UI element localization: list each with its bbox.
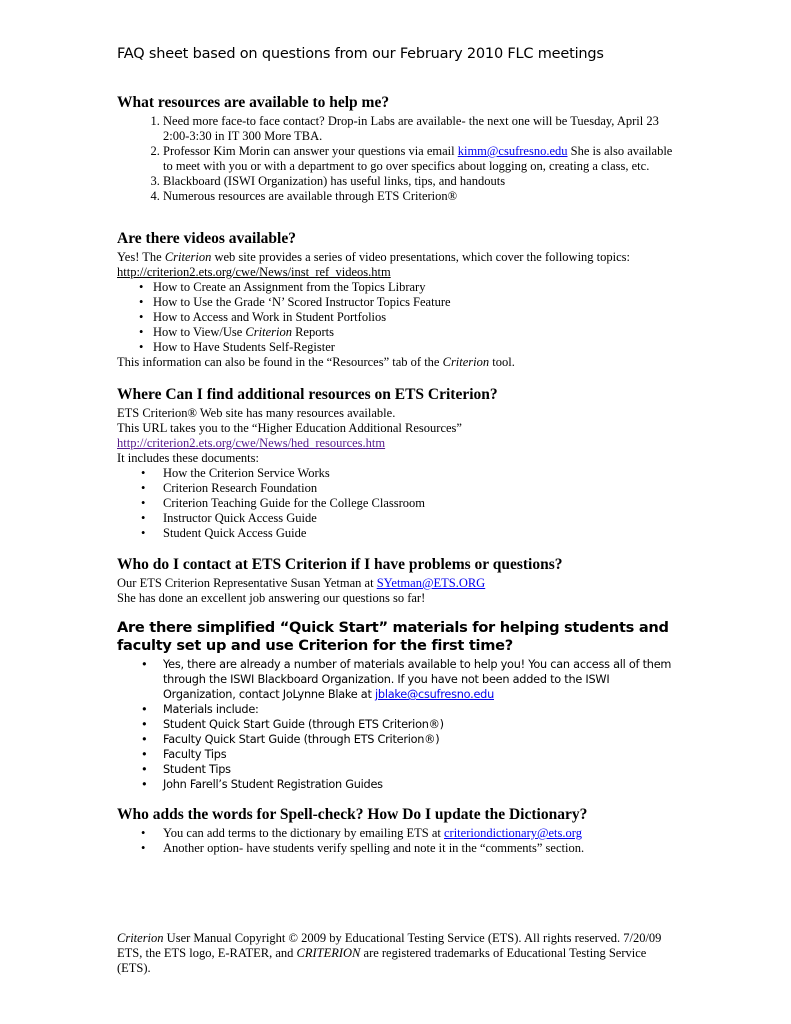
paragraph xyxy=(117,436,677,451)
video-list xyxy=(117,280,677,355)
section-heading: Who do I contact at ETS Criterion if I have problems or questions? xyxy=(117,556,563,573)
list-item xyxy=(117,826,677,841)
email-link[interactable]: kimm@csufresno.edu xyxy=(457,144,568,158)
list-item: • John Farell’s Student Registration Guides xyxy=(117,777,677,792)
section-resources xyxy=(117,93,677,204)
paragraph xyxy=(117,250,677,265)
paragraph: This URL takes you to the “Higher Education Additional Resources” xyxy=(117,421,462,435)
section-contact xyxy=(117,555,677,606)
text: tool. xyxy=(489,355,515,369)
section-heading: What resources are available to help me? xyxy=(117,94,390,111)
paragraph xyxy=(117,355,677,370)
paragraph: It includes these documents: xyxy=(117,451,259,465)
list-item: • How the Criterion Service Works xyxy=(117,466,677,481)
list-item-text: Professor Kim Morin can answer your questions via email xyxy=(163,144,458,158)
list-item: • How to Create an Assignment from the Topics Library xyxy=(117,280,677,295)
text: Yes! The xyxy=(117,250,165,264)
emphasis: Criterion xyxy=(245,325,292,339)
url-link[interactable]: http://criterion2.ets.org/cwe/News/inst_ref_videos.htm xyxy=(117,265,391,279)
text: You can add terms to the dictionary by emailing ETS at xyxy=(163,826,444,840)
spell-check-list xyxy=(117,826,677,856)
text: This information can also be found in the “Resources” tab of the xyxy=(117,355,443,369)
emphasis: Criterion xyxy=(442,355,490,369)
footer-text: User Manual Copyright © 2009 by Educational Testing Service (ETS). All rights reserved. 7/20/09 ETS, the ETS logo, E-RATER, and xyxy=(117,931,662,960)
text: Yes, there are already a number of materials available to help you! You can access all of them through the ISWI Blackboard Organization. If you have not been added to the ISWI Organization, contact JoLynne Blake at xyxy=(163,658,672,701)
email-link[interactable]: criteriondictionary@ets.org xyxy=(443,826,582,840)
documents-list xyxy=(117,466,677,541)
list-item: • Student Quick Access Guide xyxy=(117,526,677,541)
list-item: • Criterion Research Foundation xyxy=(117,481,677,496)
list-item: • How to Have Students Self-Register xyxy=(117,340,677,355)
list-item: • Faculty Tips xyxy=(117,747,677,762)
section-heading: Are there videos available? xyxy=(117,230,296,247)
paragraph xyxy=(117,265,677,280)
text: web site provides a series of video presentations, which cover the following topics: xyxy=(211,250,631,264)
list-item: 4. Numerous resources are available through ETS Criterion® xyxy=(163,189,677,204)
text: Our ETS Criterion Representative Susan Yetman at xyxy=(117,576,377,590)
emphasis: Criterion xyxy=(164,250,212,264)
list-item: • Student Tips xyxy=(117,762,677,777)
email-link[interactable]: SYetman@ETS.ORG xyxy=(376,576,486,590)
list-item: • How to Access and Work in Student Portfolios xyxy=(117,310,677,325)
emphasis: Criterion xyxy=(117,931,164,945)
email-link[interactable]: jblake@csufresno.edu xyxy=(375,688,494,701)
text: How to View/Use xyxy=(153,325,246,339)
list-item: • How to Use the Grade ‘N’ Scored Instructor Topics Feature xyxy=(117,295,677,310)
page-title: FAQ sheet based on questions from our February 2010 FLC meetings xyxy=(117,46,604,62)
section-additional-resources xyxy=(117,385,677,541)
materials-list xyxy=(117,657,677,792)
list-item xyxy=(117,657,677,702)
section-quick-start xyxy=(117,619,677,792)
section-heading: Who adds the words for Spell-check? How Do I update the Dictionary? xyxy=(117,806,588,823)
list-item: • Criterion Teaching Guide for the College Classroom xyxy=(117,496,677,511)
list-item: 3. Blackboard (ISWI Organization) has useful links, tips, and handouts xyxy=(163,174,677,189)
section-heading: Are there simplified “Quick Start” materials for helping students and faculty set up and use Criterion for the first time? xyxy=(117,619,669,654)
section-heading: Where Can I find additional resources on ETS Criterion? xyxy=(117,386,498,403)
list-item: • Materials include: xyxy=(117,702,677,717)
url-link[interactable]: http://criterion2.ets.org/cwe/News/hed_resources.htm xyxy=(117,436,386,450)
list-item xyxy=(117,325,677,340)
list-item-text: She is also available to meet with you or with a department to go over specifics about logging on, creating a class, etc. xyxy=(163,144,673,173)
paragraph: She has done an excellent job answering our questions so far! xyxy=(117,591,426,605)
list-item: 1. Need more face-to face contact? Drop-in Labs are available- the next one will be Tuesday, April 23 2:00-3:30 in IT 300 More TBA. xyxy=(163,114,677,144)
paragraph xyxy=(117,576,677,591)
emphasis: CRITERION xyxy=(296,946,361,960)
paragraph: ETS Criterion® Web site has many resources available. xyxy=(117,406,396,420)
footer-text: are registered trademarks of Educational Testing Service (ETS). xyxy=(117,946,647,975)
list-item: • Instructor Quick Access Guide xyxy=(117,511,677,526)
list-item xyxy=(163,144,677,174)
section-spell-check xyxy=(117,805,677,856)
resources-list xyxy=(117,114,677,204)
page-footer xyxy=(117,931,677,976)
list-item: • Faculty Quick Start Guide (through ETS Criterion®) xyxy=(117,732,677,747)
list-item: • Another option- have students verify spelling and note it in the “comments” section. xyxy=(117,841,677,856)
list-item: • Student Quick Start Guide (through ETS Criterion®) xyxy=(117,717,677,732)
section-videos xyxy=(117,229,677,370)
text: Reports xyxy=(291,325,334,339)
